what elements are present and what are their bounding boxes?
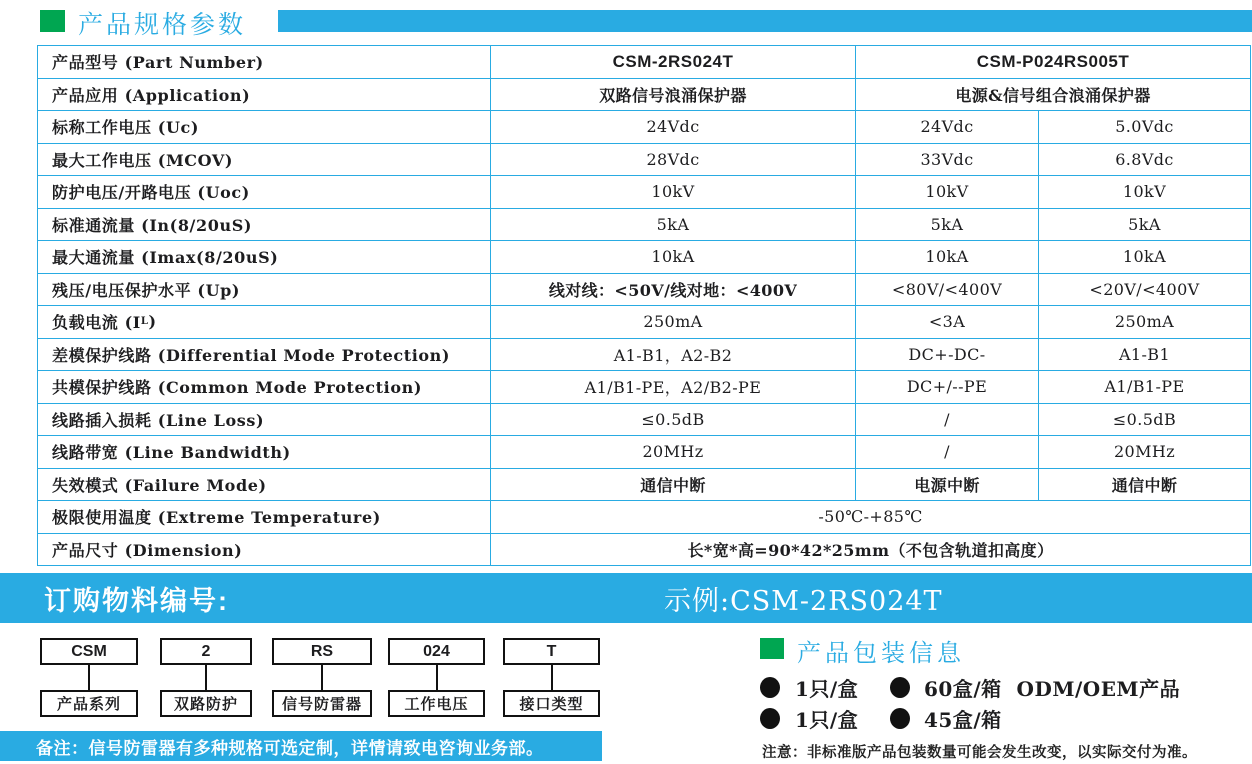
order-banner	[0, 573, 1252, 623]
spec-cell: 10kA	[491, 241, 856, 274]
spec-cell: 5kA	[1039, 209, 1251, 242]
packaging-section-title: 产品包装信息	[797, 639, 965, 667]
spec-cell: 10kV	[1039, 176, 1251, 209]
green-square-icon	[760, 638, 784, 659]
spec-cell: ≤0.5dB	[491, 404, 856, 437]
spec-cell: 20MHz	[491, 436, 856, 469]
spec-cell: 28Vdc	[491, 144, 856, 177]
remark-text: 备注：信号防雷器有多种规格可选定制，详情请致电咨询业务部。	[36, 738, 544, 758]
spec-cell: 5kA	[856, 209, 1039, 242]
ordering-code-group	[388, 638, 485, 717]
spec-cell-part-number-2: CSM-P024RS005T	[856, 46, 1251, 79]
spec-cell: 33Vdc	[856, 144, 1039, 177]
spec-row-label: 负载电流 (I L )	[38, 306, 491, 339]
spec-cell: DC+/--PE	[856, 371, 1039, 404]
spec-cell: DC+-DC-	[856, 339, 1039, 372]
packaging-row	[760, 675, 1180, 699]
spec-cell: 5.0Vdc	[1039, 111, 1251, 144]
spec-row-label: 线路带宽 (Line Bandwidth)	[38, 436, 491, 469]
bullet-dot-icon	[890, 708, 910, 729]
packaging-item: 1只/盒	[795, 676, 859, 701]
packaging-item: 1只/盒	[795, 707, 859, 732]
spec-cell: 20MHz	[1039, 436, 1251, 469]
ordering-code-group	[272, 638, 372, 717]
spec-cell: 10kA	[1039, 241, 1251, 274]
spec-cell: 电源中断	[856, 469, 1039, 502]
spec-cell: <20V/<400V	[1039, 274, 1251, 307]
packaging-note: 注意：非标准版产品包装数量可能会发生改变，以实际交付为准。	[762, 744, 1197, 761]
ordering-code-group	[40, 638, 138, 717]
spec-row-label: 标称工作电压 (Uc)	[38, 111, 491, 144]
order-banner-title: 订购物料编号:	[44, 585, 229, 616]
spec-cell: 通信中断	[491, 469, 856, 502]
spec-row-label: 防护电压/开路电压 (Uoc)	[38, 176, 491, 209]
spec-cell: <3A	[856, 306, 1039, 339]
packaging-item: 60盒/箱 ODM/OEM产品	[924, 676, 1181, 701]
bullet-dot-icon	[760, 677, 780, 698]
spec-row-label: 最大通流量 (Imax(8/20uS)	[38, 241, 491, 274]
spec-cell: -50℃-+85℃	[491, 501, 1251, 534]
spec-row-label: 最大工作电压 (MCOV)	[38, 144, 491, 177]
spec-row-label: 失效模式 (Failure Mode)	[38, 469, 491, 502]
order-banner-example: 示例:CSM-2RS024T	[664, 585, 943, 617]
spec-cell: A1/B1-PE，A2/B2-PE	[491, 371, 856, 404]
spec-row-label: 残压/电压保护水平 (Up)	[38, 274, 491, 307]
ordering-code-group	[160, 638, 252, 717]
code-meaning-box: 工作电压	[388, 690, 485, 717]
code-meaning-box: 产品系列	[40, 690, 138, 717]
spec-cell: 10kV	[856, 176, 1039, 209]
code-box: 024	[388, 638, 485, 665]
code-meaning-box: 接口类型	[503, 690, 600, 717]
spec-cell: A1-B1，A2-B2	[491, 339, 856, 372]
spec-cell: 双路信号浪涌保护器	[491, 79, 856, 112]
code-meaning-box: 双路防护	[160, 690, 252, 717]
spec-row-label: 产品尺寸 (Dimension)	[38, 534, 491, 567]
spec-cell: 线对线：<50V/线对地：<400V	[491, 274, 856, 307]
spec-row-label: 标准通流量 (In(8/20uS)	[38, 209, 491, 242]
connector-line	[88, 665, 90, 690]
spec-cell: 6.8Vdc	[1039, 144, 1251, 177]
code-meaning-box: 信号防雷器	[272, 690, 372, 717]
spec-row-label: 产品应用 (Application)	[38, 79, 491, 112]
code-box: 2	[160, 638, 252, 665]
spec-cell: 250mA	[1039, 306, 1251, 339]
spec-row-label: 差模保护线路 (Differential Mode Protection)	[38, 339, 491, 372]
spec-section-title: 产品规格参数	[78, 10, 247, 39]
spec-cell: 24Vdc	[491, 111, 856, 144]
connector-line	[321, 665, 323, 690]
title-bar-decoration	[278, 10, 1252, 32]
code-box: RS	[272, 638, 372, 665]
spec-cell: 5kA	[491, 209, 856, 242]
spec-cell: /	[856, 436, 1039, 469]
ordering-code-group	[503, 638, 600, 717]
spec-table	[37, 45, 1251, 566]
code-box: CSM	[40, 638, 138, 665]
spec-row-label: 产品型号 (Part Number)	[38, 46, 491, 79]
bullet-dot-icon	[890, 677, 910, 698]
spec-cell: ≤0.5dB	[1039, 404, 1251, 437]
spec-cell: /	[856, 404, 1039, 437]
connector-line	[551, 665, 553, 690]
spec-cell: 24Vdc	[856, 111, 1039, 144]
spec-cell: 电源&信号组合浪涌保护器	[856, 79, 1251, 112]
packaging-row	[760, 706, 1002, 730]
spec-cell: 长*宽*高=90*42*25mm（不包含轨道扣高度）	[491, 534, 1251, 567]
spec-cell: A1-B1	[1039, 339, 1251, 372]
packaging-item: 45盒/箱	[924, 707, 1002, 732]
spec-row-label: 共模保护线路 (Common Mode Protection)	[38, 371, 491, 404]
connector-line	[205, 665, 207, 690]
green-square-icon	[40, 10, 65, 32]
spec-row-label: 线路插入损耗 (Line Loss)	[38, 404, 491, 437]
spec-cell: 250mA	[491, 306, 856, 339]
spec-row-label: 极限使用温度 (Extreme Temperature)	[38, 501, 491, 534]
spec-cell: 10kA	[856, 241, 1039, 274]
spec-cell-part-number-1: CSM-2RS024T	[491, 46, 856, 79]
connector-line	[436, 665, 438, 690]
spec-cell: 10kV	[491, 176, 856, 209]
spec-cell: 通信中断	[1039, 469, 1251, 502]
remark-bar	[0, 731, 602, 761]
bullet-dot-icon	[760, 708, 780, 729]
spec-cell: <80V/<400V	[856, 274, 1039, 307]
spec-cell: A1/B1-PE	[1039, 371, 1251, 404]
code-box: T	[503, 638, 600, 665]
